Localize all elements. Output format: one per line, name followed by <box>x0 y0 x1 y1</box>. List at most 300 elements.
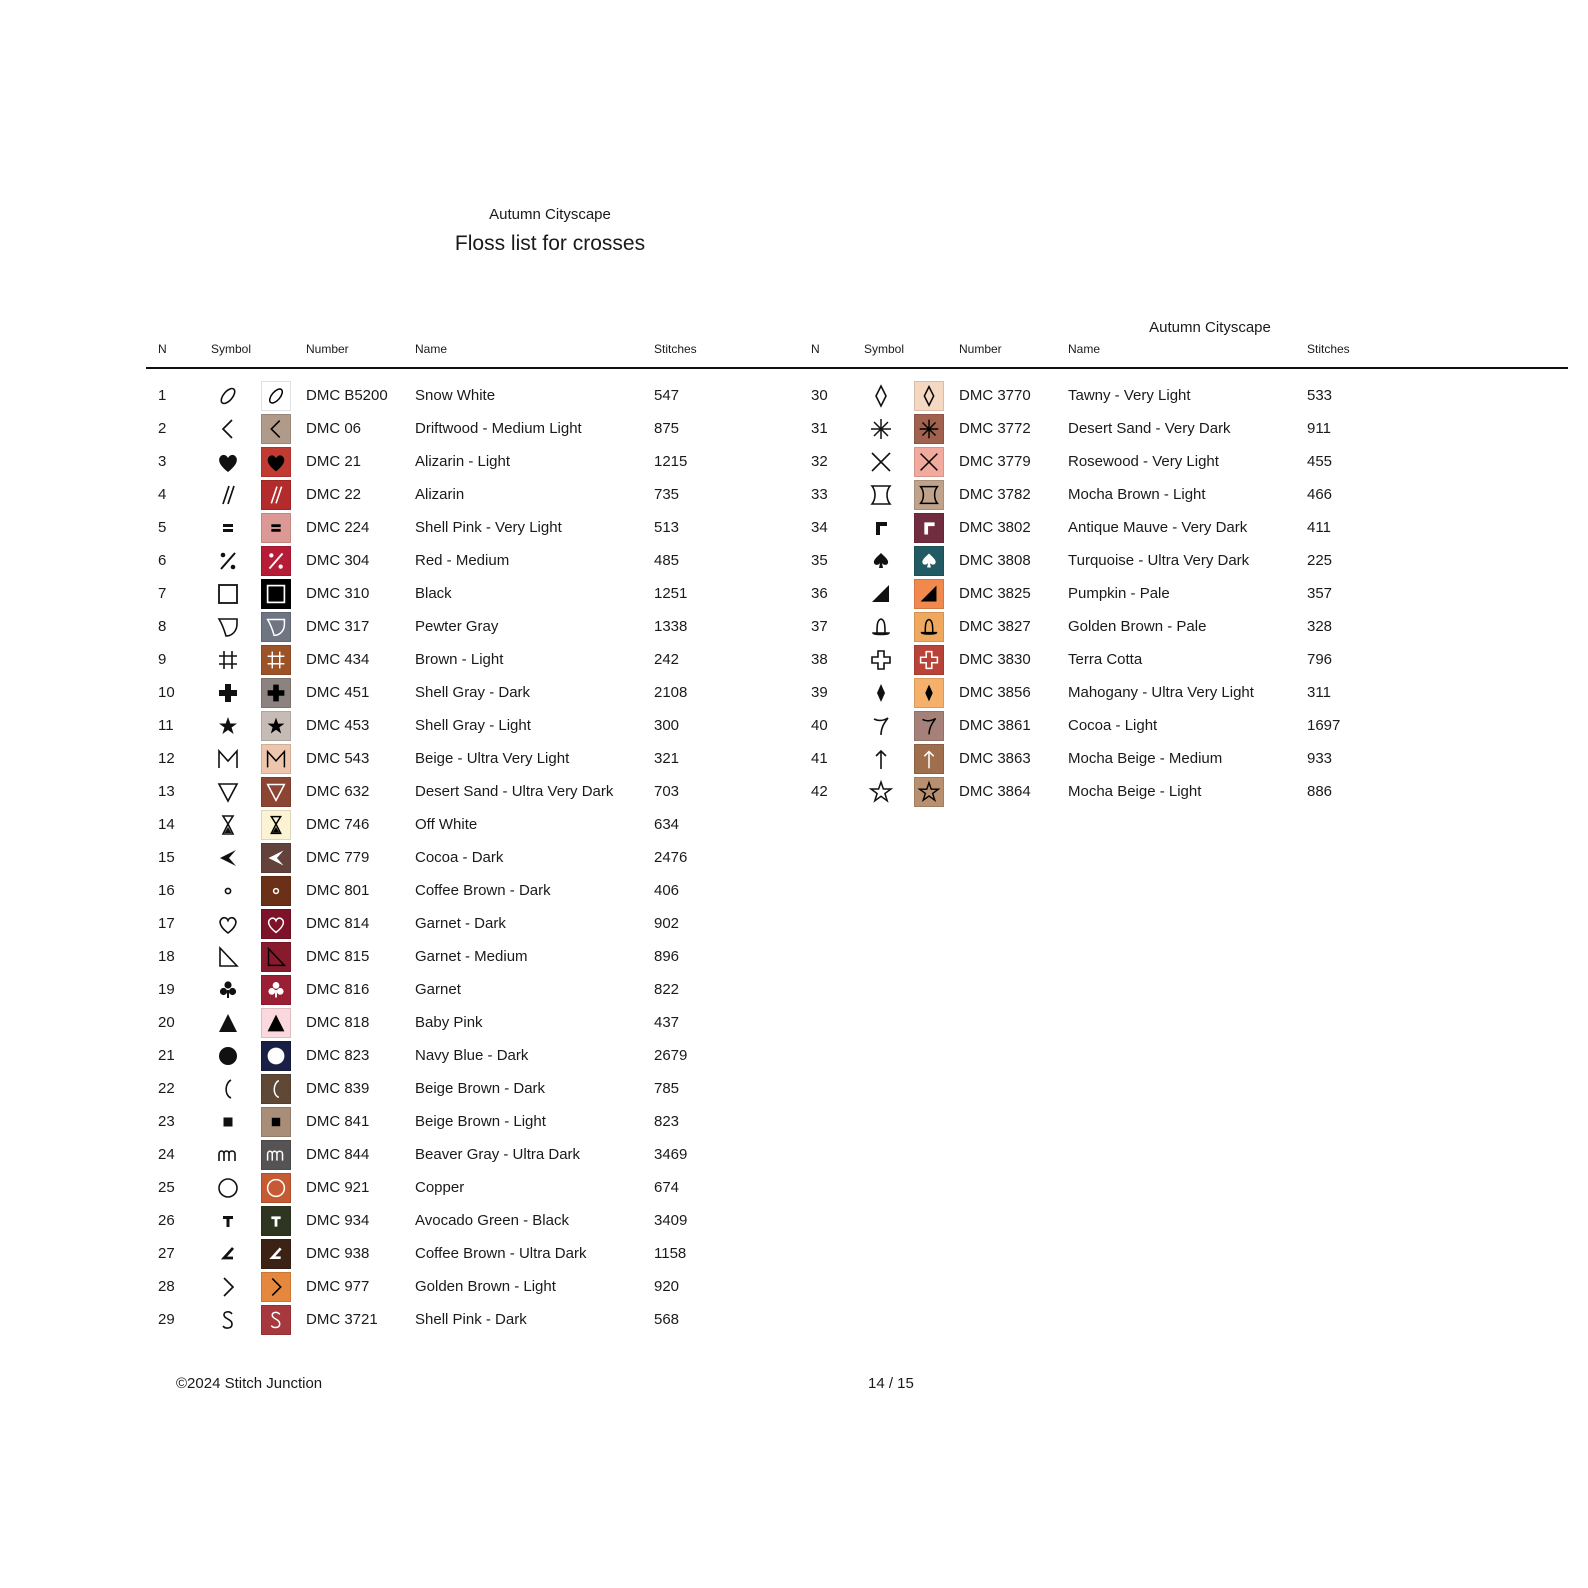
floss-row <box>158 1304 718 1337</box>
stitch-count: 357 <box>1307 585 1333 602</box>
dmc-number: DMC 224 <box>306 519 370 536</box>
stitch-count: 328 <box>1307 618 1333 635</box>
color-swatch <box>261 414 291 444</box>
row-number: 41 <box>811 750 828 767</box>
chevron-right-icon <box>213 1272 243 1302</box>
stitch-count: 1251 <box>654 585 688 602</box>
header-rule-right <box>818 367 1568 369</box>
floss-row <box>158 479 718 512</box>
color-swatch <box>261 1140 291 1170</box>
stitch-count: 1158 <box>654 1245 687 1262</box>
floss-name: Driftwood - Medium Light <box>415 420 582 437</box>
color-swatch <box>914 744 944 774</box>
floss-name: Desert Sand - Very Dark <box>1068 420 1231 437</box>
floss-name: Turquoise - Ultra Very Dark <box>1068 552 1250 569</box>
page-number: 14 / 15 <box>868 1375 914 1392</box>
right-triangle-icon <box>213 942 243 972</box>
stitch-count: 2476 <box>654 849 688 866</box>
floss-name: Shell Gray - Dark <box>415 684 531 701</box>
row-number: 5 <box>158 519 167 536</box>
dmc-number: DMC 823 <box>306 1047 370 1064</box>
floss-name: Navy Blue - Dark <box>415 1047 529 1064</box>
floss-row <box>158 908 718 941</box>
col-header-stitches-right: Stitches <box>1307 342 1350 356</box>
floss-row <box>811 380 1371 413</box>
floss-name: Cocoa - Dark <box>415 849 504 866</box>
col-header-n: N <box>158 342 167 356</box>
floss-row <box>158 545 718 578</box>
color-swatch <box>261 1173 291 1203</box>
floss-row <box>158 974 718 1007</box>
angle-mark-icon <box>213 1239 243 1269</box>
floss-name: Alizarin <box>415 486 465 503</box>
stitch-count: 3469 <box>654 1146 688 1163</box>
dmc-number: DMC 938 <box>306 1245 370 1262</box>
stitch-count: 823 <box>654 1113 680 1130</box>
color-swatch <box>261 1008 291 1038</box>
floss-name: Pumpkin - Pale <box>1068 585 1170 602</box>
floss-row <box>158 743 718 776</box>
row-number: 20 <box>158 1014 175 1031</box>
floss-name: Golden Brown - Light <box>415 1278 556 1295</box>
dmc-number: DMC 3861 <box>959 717 1031 734</box>
small-circle-icon <box>213 876 243 906</box>
floss-name: Garnet - Dark <box>415 915 506 932</box>
row-number: 29 <box>158 1311 175 1328</box>
row-number: 8 <box>158 618 167 635</box>
stitch-count: 437 <box>654 1014 680 1031</box>
col-header-symbol-right: Symbol <box>864 342 905 356</box>
row-number: 30 <box>811 387 828 404</box>
floss-name: Golden Brown - Pale <box>1068 618 1207 635</box>
triangle-down-icon <box>213 777 243 807</box>
floss-row <box>811 710 1371 743</box>
floss-name: Copper <box>415 1179 465 1196</box>
row-number: 33 <box>811 486 828 503</box>
color-swatch <box>261 711 291 741</box>
dmc-number: DMC 3825 <box>959 585 1031 602</box>
floss-row <box>158 644 718 677</box>
stitch-count: 735 <box>654 486 680 503</box>
floss-row <box>158 776 718 809</box>
star-outline-icon <box>866 777 896 807</box>
floss-row <box>158 380 718 413</box>
crescent-icon <box>213 1074 243 1104</box>
floss-name: Terra Cotta <box>1068 651 1143 668</box>
floss-name: Tawny - Very Light <box>1068 387 1191 404</box>
dmc-number: DMC 814 <box>306 915 370 932</box>
row-number: 19 <box>158 981 175 998</box>
row-number: 18 <box>158 948 175 965</box>
star-filled-icon <box>213 711 243 741</box>
dmc-number: DMC 632 <box>306 783 370 800</box>
color-swatch <box>261 678 291 708</box>
diamond-outline-icon <box>866 381 896 411</box>
row-number: 10 <box>158 684 175 701</box>
col-header-name: Name <box>415 342 448 356</box>
stitch-count: 674 <box>654 1179 680 1196</box>
stitch-count: 920 <box>654 1278 680 1295</box>
row-number: 24 <box>158 1146 175 1163</box>
stitch-count: 485 <box>654 552 680 569</box>
color-swatch <box>261 1239 291 1269</box>
row-number: 22 <box>158 1080 175 1097</box>
dmc-number: DMC 317 <box>306 618 370 635</box>
dmc-number: DMC 22 <box>306 486 362 503</box>
floss-row <box>158 512 718 545</box>
stitch-count: 466 <box>1307 486 1333 503</box>
color-swatch <box>261 480 291 510</box>
floss-name: Mocha Brown - Light <box>1068 486 1206 503</box>
stitch-count: 225 <box>1307 552 1333 569</box>
dmc-number: DMC B5200 <box>306 387 388 404</box>
row-number: 35 <box>811 552 828 569</box>
stitch-count: 1338 <box>654 618 688 635</box>
stitch-count: 886 <box>1307 783 1333 800</box>
floss-row <box>811 776 1371 809</box>
floss-row <box>158 1205 718 1238</box>
dmc-number: DMC 453 <box>306 717 370 734</box>
plus-filled-icon <box>213 678 243 708</box>
color-swatch <box>914 513 944 543</box>
stitch-count: 547 <box>654 387 680 404</box>
floss-name: Pewter Gray <box>415 618 499 635</box>
color-swatch <box>261 612 291 642</box>
floss-name: Red - Medium <box>415 552 510 569</box>
dmc-number: DMC 844 <box>306 1146 370 1163</box>
m-letter-icon <box>213 1140 243 1170</box>
row-number: 36 <box>811 585 828 602</box>
dmc-number: DMC 06 <box>306 420 362 437</box>
color-swatch <box>261 645 291 675</box>
floss-row <box>811 578 1371 611</box>
chevron-left-icon <box>213 414 243 444</box>
dmc-number: DMC 801 <box>306 882 370 899</box>
floss-row <box>811 677 1371 710</box>
color-swatch <box>261 744 291 774</box>
color-swatch <box>914 678 944 708</box>
floss-name: Mahogany - Ultra Very Light <box>1068 684 1254 701</box>
row-number: 11 <box>158 717 174 734</box>
dmc-number: DMC 543 <box>306 750 370 767</box>
envelope-m-icon <box>213 744 243 774</box>
hourglass-filled-icon <box>213 810 243 840</box>
asterisk-icon <box>866 414 896 444</box>
diamond-filled-icon <box>866 678 896 708</box>
dmc-number: DMC 841 <box>306 1113 370 1130</box>
floss-row <box>158 875 718 908</box>
arrowhead-left-icon <box>213 843 243 873</box>
floss-name: Beaver Gray - Ultra Dark <box>415 1146 581 1163</box>
row-number: 6 <box>158 552 167 569</box>
stitch-count: 1697 <box>1307 717 1341 734</box>
stitch-count: 411 <box>1307 519 1331 536</box>
copyright-text: ©2024 Stitch Junction <box>176 1375 323 1392</box>
dmc-number: DMC 3802 <box>959 519 1031 536</box>
floss-row <box>158 941 718 974</box>
floss-row <box>811 413 1371 446</box>
color-swatch <box>261 513 291 543</box>
floss-row <box>811 743 1371 776</box>
col-header-name-right: Name <box>1068 342 1101 356</box>
triangle-up-filled-icon <box>213 1008 243 1038</box>
dmc-number: DMC 746 <box>306 816 370 833</box>
hash-icon <box>213 645 243 675</box>
floss-name: Off White <box>415 816 478 833</box>
stitch-count: 911 <box>1307 420 1331 437</box>
floss-name: Avocado Green - Black <box>415 1212 569 1229</box>
dmc-number: DMC 3856 <box>959 684 1031 701</box>
floss-row <box>811 545 1371 578</box>
dmc-number: DMC 304 <box>306 552 370 569</box>
stitch-count: 311 <box>1307 684 1331 701</box>
header-rule-left <box>146 367 818 369</box>
col-header-number: Number <box>306 342 349 356</box>
floss-row <box>158 1139 718 1172</box>
stitch-count: 2108 <box>654 684 688 701</box>
seven-hook-icon <box>866 711 896 741</box>
color-swatch <box>261 1272 291 1302</box>
color-swatch <box>914 447 944 477</box>
stitch-count: 1215 <box>654 453 688 470</box>
dmc-number: DMC 3863 <box>959 750 1031 767</box>
color-swatch <box>914 612 944 642</box>
row-number: 39 <box>811 684 828 701</box>
color-swatch <box>914 777 944 807</box>
color-swatch <box>261 942 291 972</box>
row-number: 3 <box>158 453 167 470</box>
floss-name: Beige - Ultra Very Light <box>415 750 570 767</box>
floss-row <box>811 512 1371 545</box>
floss-name: Brown - Light <box>415 651 504 668</box>
stitch-count: 902 <box>654 915 680 932</box>
floss-name: Baby Pink <box>415 1014 483 1031</box>
row-number: 1 <box>158 387 167 404</box>
row-number: 38 <box>811 651 828 668</box>
floss-name: Beige Brown - Dark <box>415 1080 546 1097</box>
x-cross-icon <box>866 447 896 477</box>
stitch-count: 875 <box>654 420 680 437</box>
color-swatch <box>914 381 944 411</box>
row-number: 21 <box>158 1047 175 1064</box>
arrow-up-icon <box>866 744 896 774</box>
color-swatch <box>914 414 944 444</box>
dmc-number: DMC 779 <box>306 849 370 866</box>
floss-row <box>158 1106 718 1139</box>
dmc-number: DMC 3827 <box>959 618 1031 635</box>
color-swatch <box>914 711 944 741</box>
stitch-count: 568 <box>654 1311 680 1328</box>
color-swatch <box>261 1206 291 1236</box>
stitch-count: 896 <box>654 948 680 965</box>
color-swatch <box>261 1074 291 1104</box>
floss-row <box>158 413 718 446</box>
row-number: 25 <box>158 1179 175 1196</box>
floss-row <box>811 644 1371 677</box>
stitch-count: 455 <box>1307 453 1333 470</box>
floss-name: Cocoa - Light <box>1068 717 1158 734</box>
dmc-number: DMC 3772 <box>959 420 1031 437</box>
dmc-number: DMC 815 <box>306 948 370 965</box>
color-swatch <box>261 447 291 477</box>
row-number: 13 <box>158 783 175 800</box>
double-slash-icon <box>213 480 243 510</box>
dmc-number: DMC 434 <box>306 651 370 668</box>
dmc-number: DMC 3830 <box>959 651 1031 668</box>
stitch-count: 2679 <box>654 1047 688 1064</box>
floss-row <box>158 1172 718 1205</box>
row-number: 32 <box>811 453 828 470</box>
document-title: Floss list for crosses <box>454 232 646 255</box>
row-number: 37 <box>811 618 828 635</box>
floss-row <box>158 842 718 875</box>
floss-name: Coffee Brown - Ultra Dark <box>415 1245 587 1262</box>
floss-name: Black <box>415 585 452 602</box>
floss-name: Rosewood - Very Light <box>1068 453 1219 470</box>
col-header-stitches: Stitches <box>654 342 697 356</box>
color-swatch <box>261 381 291 411</box>
color-swatch <box>261 579 291 609</box>
floss-name: Mocha Beige - Light <box>1068 783 1202 800</box>
row-number: 40 <box>811 717 828 734</box>
dmc-number: DMC 818 <box>306 1014 370 1031</box>
color-swatch <box>261 1107 291 1137</box>
row-number: 17 <box>158 915 175 932</box>
col-header-number-right: Number <box>959 342 1002 356</box>
row-number: 34 <box>811 519 828 536</box>
stitch-count: 242 <box>654 651 680 668</box>
floss-name: Garnet - Medium <box>415 948 528 965</box>
stitch-count: 513 <box>654 519 680 536</box>
document-subtitle: Autumn Cityscape <box>489 206 611 223</box>
shield-outline-icon <box>213 612 243 642</box>
color-swatch <box>261 546 291 576</box>
dmc-number: DMC 977 <box>306 1278 370 1295</box>
row-number: 28 <box>158 1278 175 1295</box>
square-outline-icon <box>213 579 243 609</box>
dmc-number: DMC 3721 <box>306 1311 378 1328</box>
floss-row <box>158 809 718 842</box>
stitch-count: 703 <box>654 783 680 800</box>
floss-row <box>158 611 718 644</box>
row-number: 16 <box>158 882 175 899</box>
color-swatch <box>261 777 291 807</box>
dmc-number: DMC 934 <box>306 1212 370 1229</box>
row-number: 15 <box>158 849 175 866</box>
circle-outline-icon <box>213 1173 243 1203</box>
floss-name: Antique Mauve - Very Dark <box>1068 519 1248 536</box>
dmc-number: DMC 451 <box>306 684 370 701</box>
color-swatch <box>914 480 944 510</box>
color-swatch <box>261 909 291 939</box>
row-number: 27 <box>158 1245 175 1262</box>
corner-mark-icon <box>866 513 896 543</box>
stitch-count: 300 <box>654 717 680 734</box>
dmc-number: DMC 839 <box>306 1080 370 1097</box>
right-column-subtitle: Autumn Cityscape <box>1149 319 1271 336</box>
floss-name: Desert Sand - Ultra Very Dark <box>415 783 614 800</box>
floss-row <box>158 710 718 743</box>
row-number: 23 <box>158 1113 175 1130</box>
heart-filled-icon <box>213 447 243 477</box>
floss-name: Garnet <box>415 981 461 998</box>
row-number: 14 <box>158 816 175 833</box>
slash-oval-icon <box>213 381 243 411</box>
floss-name: Coffee Brown - Dark <box>415 882 551 899</box>
color-swatch <box>914 645 944 675</box>
floss-row <box>158 1238 718 1271</box>
stitch-count: 321 <box>654 750 680 767</box>
floss-row <box>158 578 718 611</box>
floss-name: Shell Gray - Light <box>415 717 531 734</box>
row-number: 7 <box>158 585 167 602</box>
color-swatch <box>914 579 944 609</box>
club-icon <box>213 975 243 1005</box>
row-number: 26 <box>158 1212 175 1229</box>
col-header-symbol: Symbol <box>211 342 252 356</box>
color-swatch <box>261 876 291 906</box>
stitch-count: 796 <box>1307 651 1333 668</box>
stitch-count: 3409 <box>654 1212 688 1229</box>
bell-icon <box>866 612 896 642</box>
dmc-number: DMC 21 <box>306 453 362 470</box>
floss-row <box>158 677 718 710</box>
floss-row <box>158 446 718 479</box>
floss-name: Shell Pink - Dark <box>415 1311 527 1328</box>
dmc-number: DMC 3864 <box>959 783 1031 800</box>
stitch-count: 634 <box>654 816 680 833</box>
floss-name: Shell Pink - Very Light <box>415 519 562 536</box>
floss-row <box>158 1073 718 1106</box>
corner-triangle-icon <box>866 579 896 609</box>
dmc-number: DMC 3770 <box>959 387 1031 404</box>
stitch-count: 822 <box>654 981 680 998</box>
equals-icon <box>213 513 243 543</box>
row-number: 42 <box>811 783 828 800</box>
stitch-count: 933 <box>1307 750 1333 767</box>
floss-row <box>811 611 1371 644</box>
plus-outline-icon <box>866 645 896 675</box>
row-number: 9 <box>158 651 167 668</box>
row-number: 12 <box>158 750 175 767</box>
floss-name: Snow White <box>415 387 496 404</box>
floss-name: Beige Brown - Light <box>415 1113 546 1130</box>
floss-row <box>158 1007 718 1040</box>
stitch-count: 533 <box>1307 387 1333 404</box>
dmc-number: DMC 3782 <box>959 486 1031 503</box>
floss-row <box>158 1040 718 1073</box>
color-swatch <box>261 1041 291 1071</box>
percent-icon <box>213 546 243 576</box>
dmc-number: DMC 921 <box>306 1179 370 1196</box>
square-filled-small-icon <box>213 1107 243 1137</box>
color-swatch <box>261 975 291 1005</box>
col-header-n-right: N <box>811 342 820 356</box>
color-swatch <box>261 810 291 840</box>
dmc-number: DMC 816 <box>306 981 370 998</box>
color-swatch <box>914 546 944 576</box>
hourglass-outline-icon <box>866 480 896 510</box>
spade-icon <box>866 546 896 576</box>
t-letter-icon <box>213 1206 243 1236</box>
floss-row <box>811 479 1371 512</box>
row-number: 4 <box>158 486 167 503</box>
heart-outline-icon <box>213 909 243 939</box>
floss-row <box>811 446 1371 479</box>
dmc-number: DMC 3808 <box>959 552 1031 569</box>
floss-name: Mocha Beige - Medium <box>1068 750 1223 767</box>
floss-name: Alizarin - Light <box>415 453 511 470</box>
